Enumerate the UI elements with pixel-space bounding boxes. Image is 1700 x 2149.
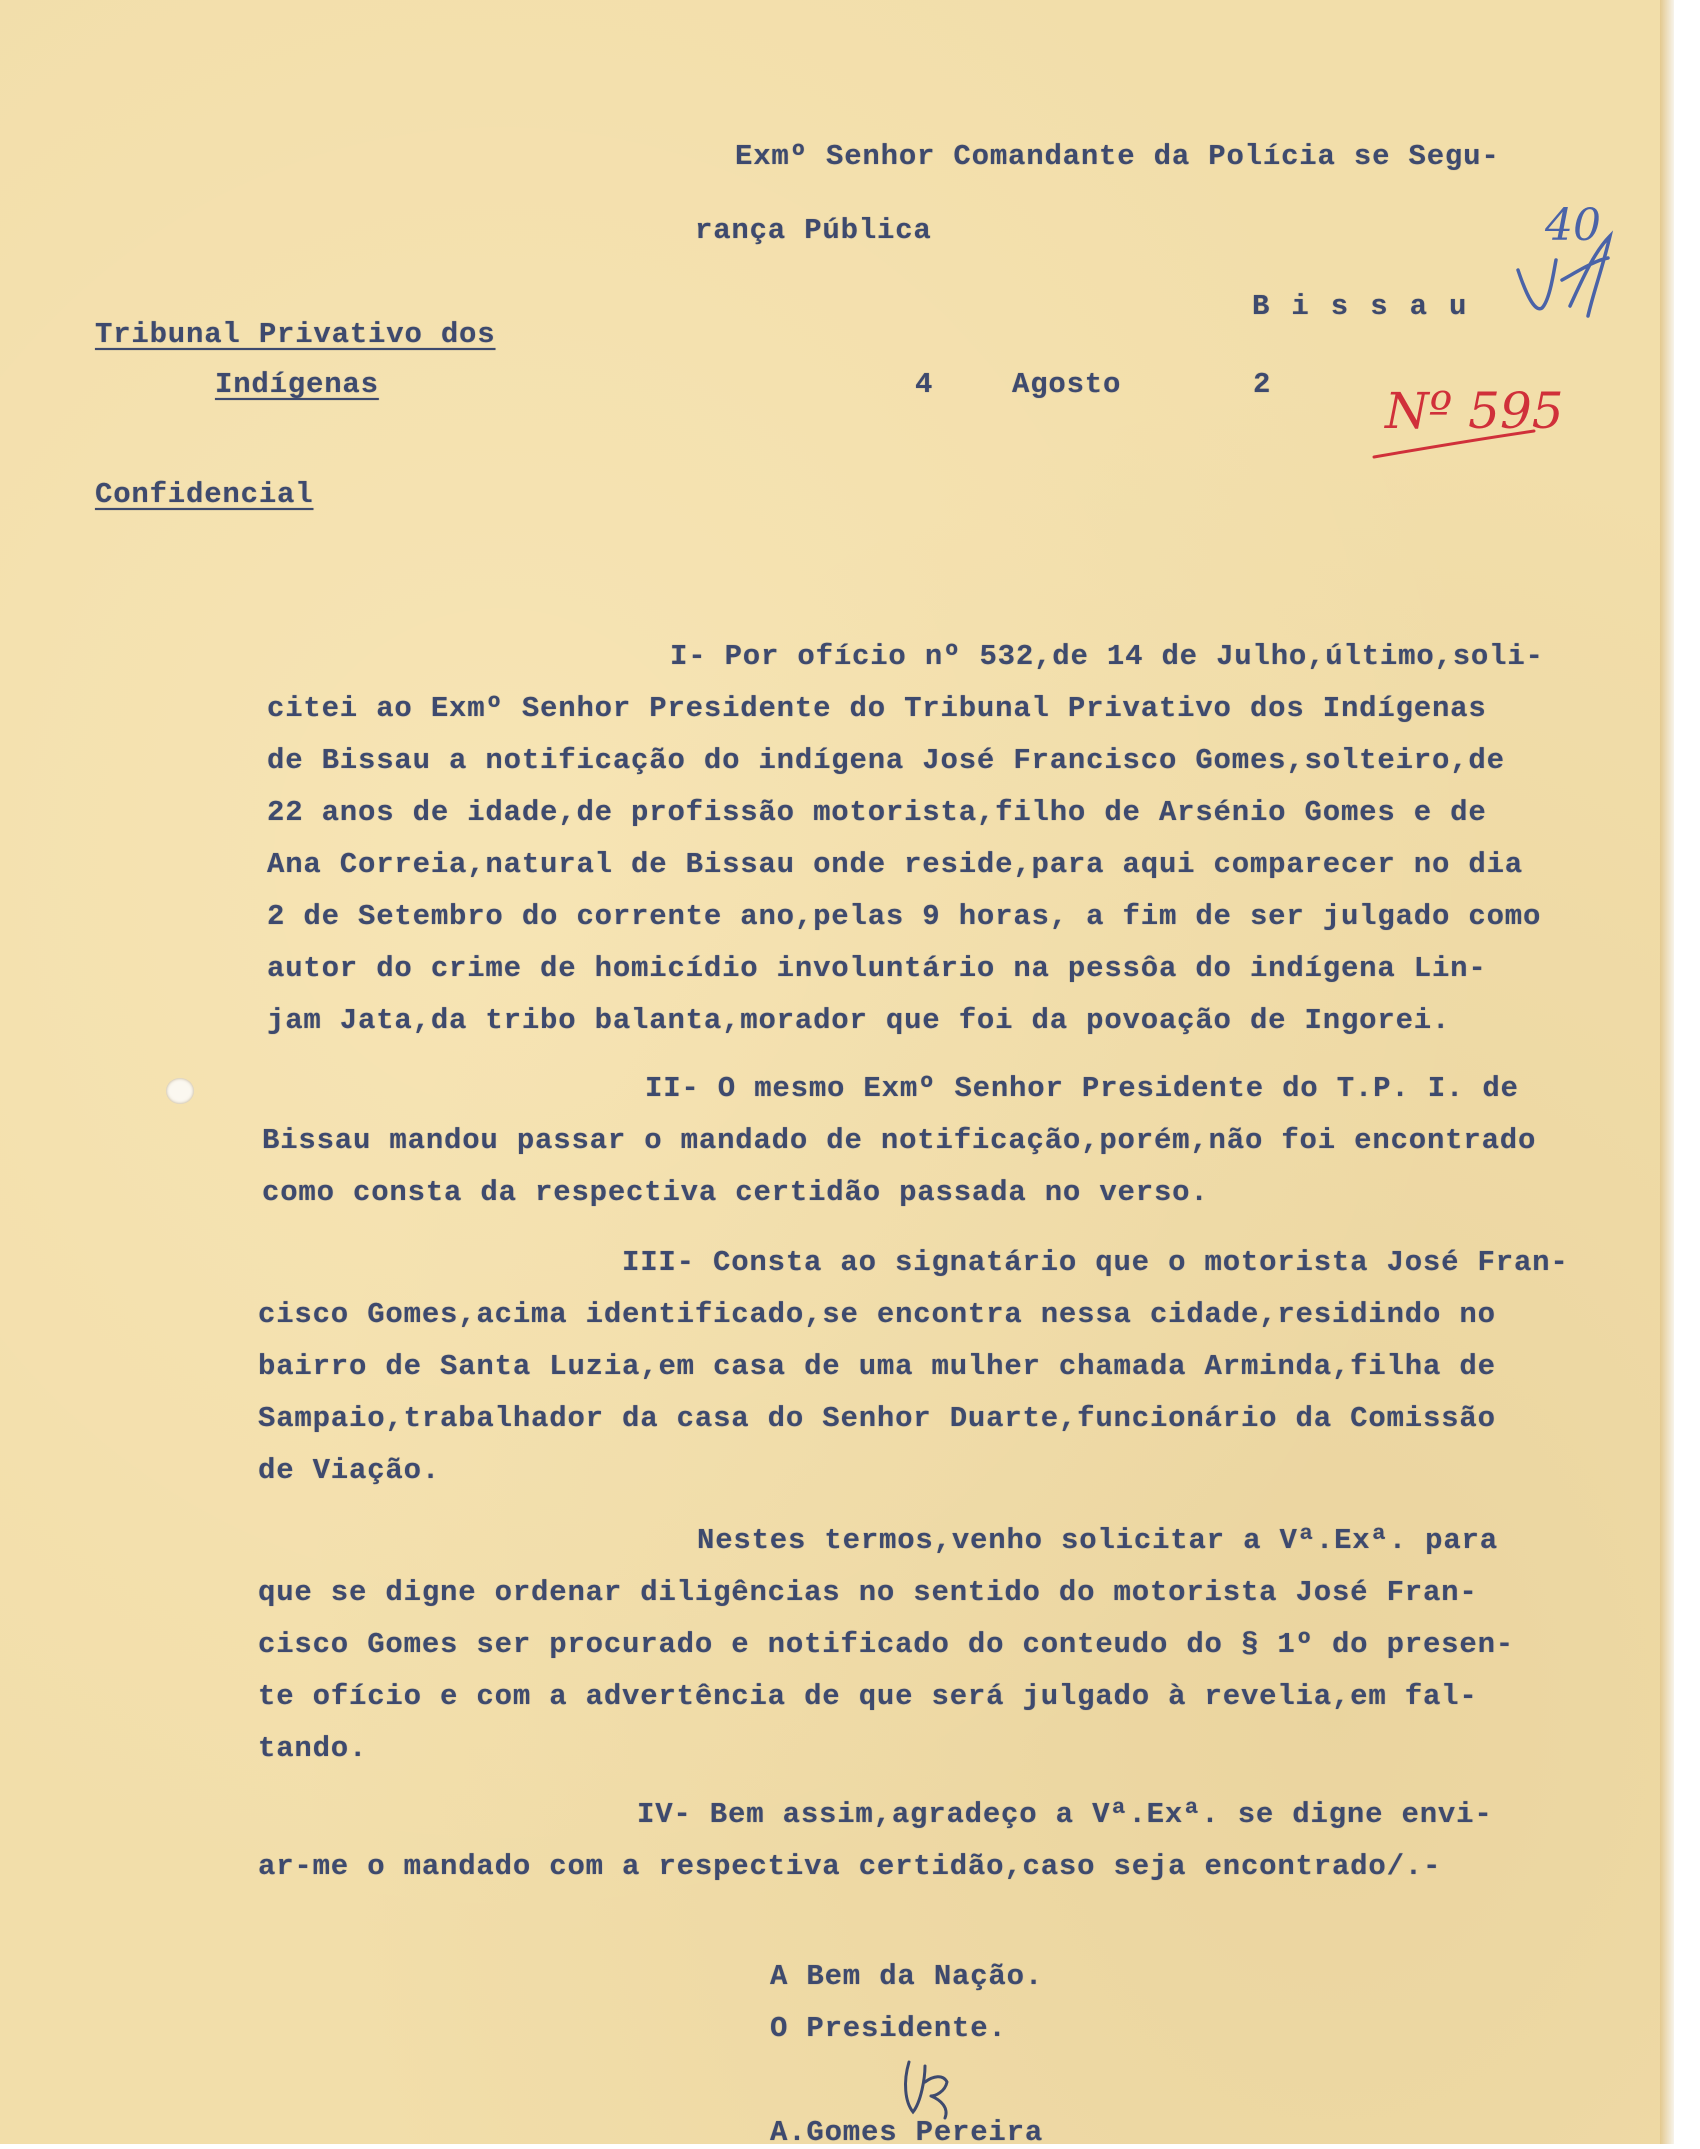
paragraph-5-line-2: ar-me o mandado com a respectiva certidão,caso seja encontrado/.- [258,1850,1442,1883]
paragraph-4-line-4: te ofício e com a advertência de que será julgado à revelia,em fal- [258,1680,1478,1713]
paragraph-3-line-3: bairro de Santa Luzia,em casa de uma mulher chamada Arminda,filha de [258,1350,1496,1383]
paragraph-2-line-1: II- O mesmo Exmº Senhor Presidente do T.P. I. de [645,1072,1519,1105]
date-year: 2 [1253,368,1272,401]
paragraph-3-line-5: de Viação. [258,1454,441,1487]
sender-line-2: Indígenas [215,368,379,401]
paragraph-1-line-1: I- Por ofício nº 532,de 14 de Julho,último,soli- [670,640,1544,673]
paragraph-4-line-5: tando. [258,1732,368,1765]
addressee-line-2: rança Pública [695,214,932,247]
paragraph-4-line-3: cisco Gomes ser procurado e notificado do conteudo do § 1º do presen- [258,1628,1514,1661]
paragraph-1-line-2: citei ao Exmº Senhor Presidente do Tribunal Privativo dos Indígenas [267,692,1487,725]
page-edge [1660,0,1674,2144]
closing-title: O Presidente. [770,2012,1007,2045]
handwritten-office-number: Nº 595 [1385,382,1564,440]
paragraph-1-line-8: jam Jata,da tribo balanta,morador que foi da povoação de Ingorei. [267,1004,1451,1037]
red-underline-mark [1370,425,1540,465]
paragraph-4-line-1: Nestes termos,venho solicitar a Vª.Exª. para [697,1524,1498,1557]
paragraph-3-line-2: cisco Gomes,acima identificado,se encontra nessa cidade,residindo no [258,1298,1496,1331]
sender-line-1: Tribunal Privativo dos [95,318,496,351]
paragraph-5-line-1: IV- Bem assim,agradeço a Vª.Exª. se digne envi- [637,1798,1493,1831]
closing-name: A.Gomes Pereira [770,2116,1044,2149]
blue-initials-mark [1510,230,1620,320]
paragraph-2-line-3: como consta da respectiva certidão passada no verso. [262,1176,1209,1209]
paragraph-1-line-4: 22 anos de idade,de profissão motorista,filho de Arsénio Gomes e de [267,796,1487,829]
paragraph-3-line-1: III- Consta ao signatário que o motorista José Fran- [622,1246,1569,1279]
paragraph-1-line-5: Ana Correia,natural de Bissau onde reside,para aqui comparecer no dia [267,848,1523,881]
paragraph-1-line-6: 2 de Setembro do corrente ano,pelas 9 horas, a fim de ser julgado como [267,900,1542,933]
handwritten-number: 40 [1545,200,1601,251]
paragraph-1-line-7: autor do crime de homicídio involuntário na pessôa do indígena Lin- [267,952,1487,985]
addressee-city: Bissau [1252,290,1489,323]
classification-label: Confidencial [95,478,314,511]
paragraph-4-line-2: que se digne ordenar diligências no sentido do motorista José Fran- [258,1576,1478,1609]
addressee-line-1: Exmº Senhor Comandante da Polícia se Segu- [735,140,1500,173]
handwritten-signature [895,2052,965,2122]
date-day: 4 [915,368,934,401]
paragraph-3-line-4: Sampaio,trabalhador da casa do Senhor Duarte,funcionário da Comissão [258,1402,1496,1435]
paper-tear [166,1078,194,1104]
closing-salutation: A Bem da Nação. [770,1960,1044,1993]
date-month: Agosto [1012,368,1122,401]
paragraph-2-line-2: Bissau mandou passar o mandado de notificação,porém,não foi encontrado [262,1124,1537,1157]
paragraph-1-line-3: de Bissau a notificação do indígena José Francisco Gomes,solteiro,de [267,744,1505,777]
